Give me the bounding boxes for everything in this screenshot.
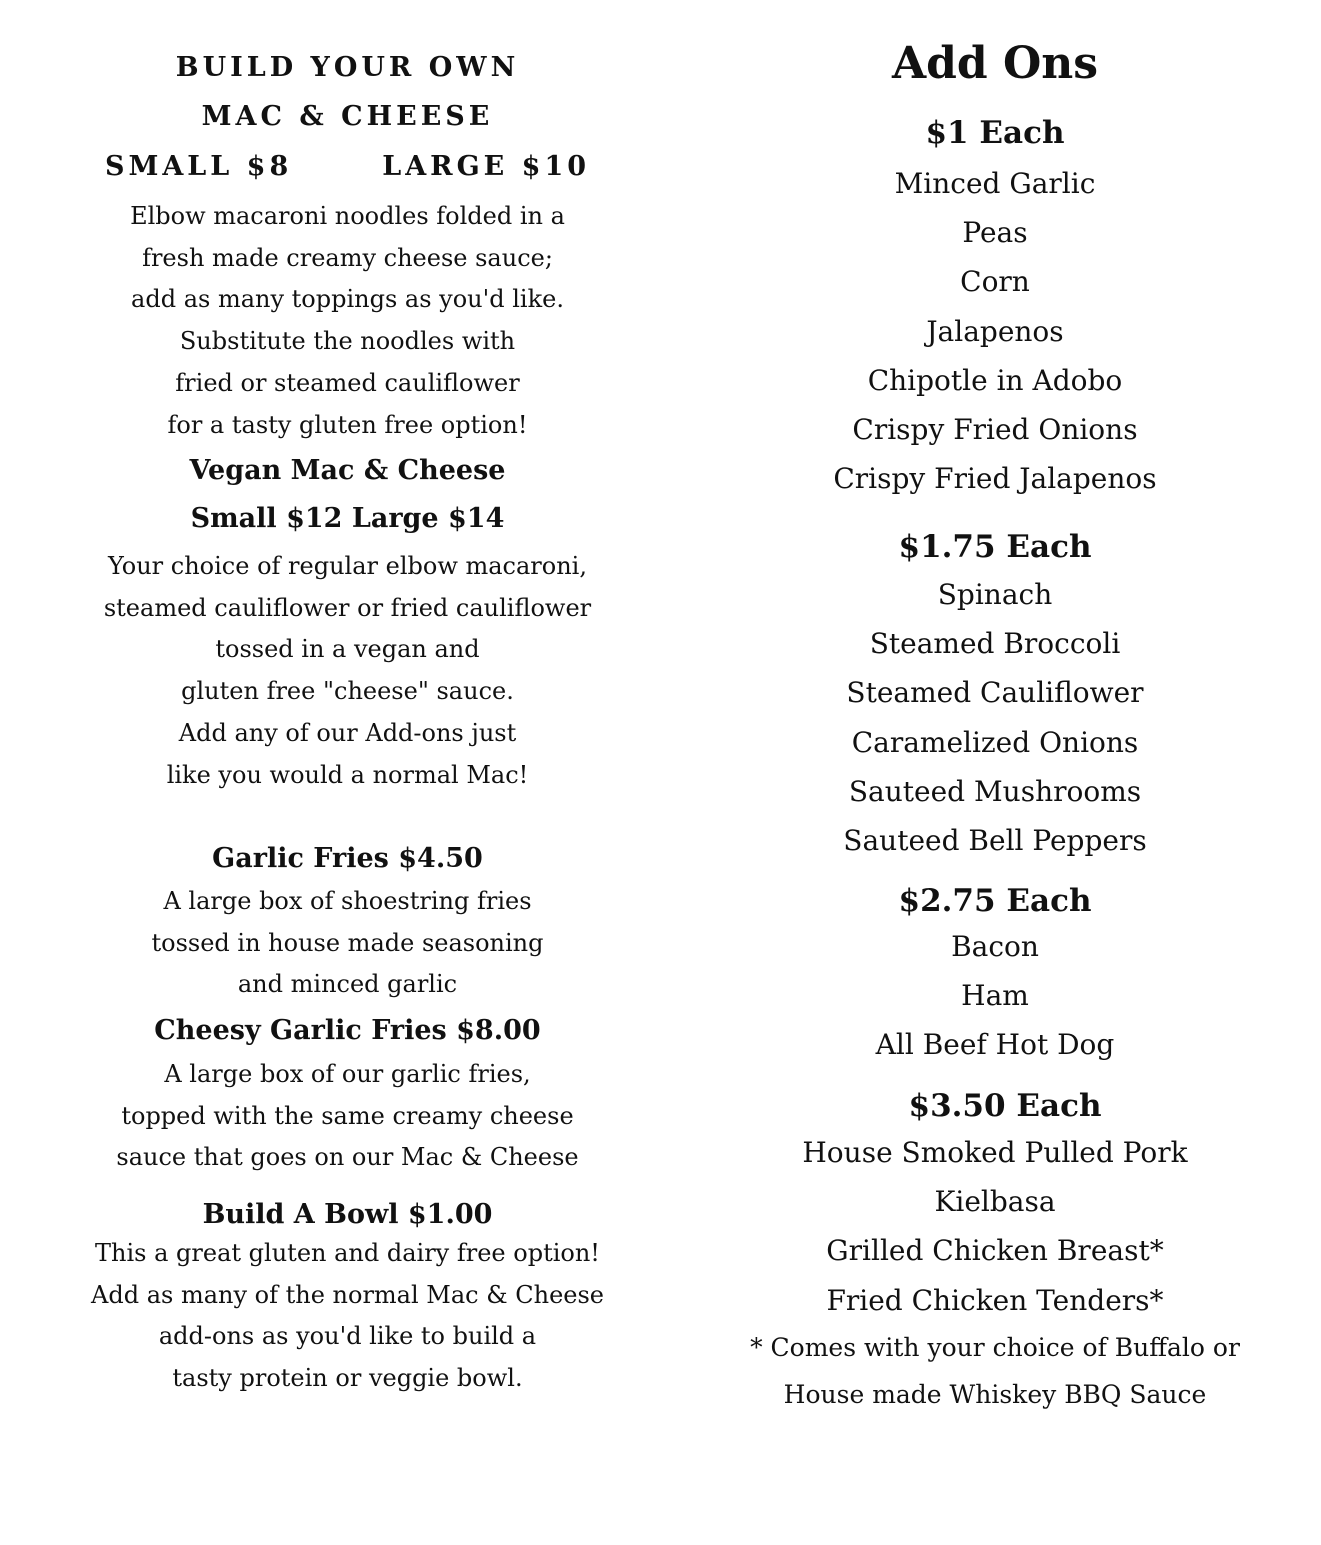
description-line: topped with the same creamy cheese xyxy=(121,1101,574,1130)
price-heading-3: $2.75 Each xyxy=(898,883,1092,919)
description-line: and minced garlic xyxy=(237,970,458,999)
addon-item: Kielbasa xyxy=(934,1185,1056,1219)
addon-item: Ham xyxy=(961,979,1029,1013)
addon-item: Sauteed Mushrooms xyxy=(848,774,1142,808)
bowl-description xyxy=(40,1233,655,1400)
description-line: for a tasty gluten free option! xyxy=(167,410,528,439)
description-line: A large box of shoestring fries xyxy=(163,887,532,915)
mac-size-prices xyxy=(40,151,655,182)
cheesy-fries-description xyxy=(40,1054,655,1179)
vegan-description xyxy=(40,546,655,796)
addon-item: Sauteed Bell Peppers xyxy=(843,823,1147,857)
vegan-prices: Small $12 Large $14 xyxy=(190,503,505,534)
description-line: This a great gluten and dairy free option! xyxy=(95,1239,600,1267)
addon-list-2 xyxy=(680,570,1310,865)
description-line: A large box of our garlic fries, xyxy=(164,1060,531,1088)
addon-item: Minced Garlic xyxy=(894,167,1096,200)
description-line: Add any of our Add-ons just xyxy=(178,718,517,747)
cheesy-fries-title: Cheesy Garlic Fries $8.00 xyxy=(154,1015,541,1046)
addon-item: Crispy Fried Onions xyxy=(852,412,1138,446)
description-line: Elbow macaroni noodles folded in a xyxy=(130,202,565,230)
mac-large-price: LARGE $10 xyxy=(382,151,591,182)
description-line: Add as many of the normal Mac & Cheese xyxy=(91,1280,604,1309)
footnote-line: House made Whiskey BBQ Sauce xyxy=(783,1380,1207,1409)
description-line: add-ons as you'd like to build a xyxy=(158,1322,537,1351)
description-line: gluten free "cheese" sauce. xyxy=(181,677,514,706)
description-line: Your choice of regular elbow macaroni, xyxy=(108,552,587,580)
description-line: add as many toppings as you'd like. xyxy=(131,285,564,314)
addon-item: Spinach xyxy=(937,578,1053,611)
description-line: fresh made creamy cheese sauce; xyxy=(142,243,553,272)
addon-item: All Beef Hot Dog xyxy=(875,1028,1115,1062)
mac-small-price: SMALL $8 xyxy=(104,151,293,182)
addon-item: Grilled Chicken Breast* xyxy=(826,1234,1164,1268)
addon-item: Steamed Cauliflower xyxy=(846,676,1144,710)
bowl-title: Build A Bowl $1.00 xyxy=(202,1199,493,1230)
addon-item: Fried Chicken Tenders* xyxy=(826,1283,1164,1317)
description-line: like you would a normal Mac! xyxy=(166,760,529,789)
addon-item: Peas xyxy=(962,216,1028,250)
price-heading-1: $1 Each xyxy=(925,115,1065,151)
addon-item: Crispy Fried Jalapenos xyxy=(833,462,1157,496)
addon-item: Chipotle in Adobo xyxy=(867,363,1123,397)
description-line: Substitute the noodles with xyxy=(179,327,516,356)
addon-list-4 xyxy=(680,1128,1310,1325)
garlic-fries-title: Garlic Fries $4.50 xyxy=(212,843,483,874)
garlic-fries-description xyxy=(40,881,655,1006)
description-line: tossed in a vegan and xyxy=(215,635,480,664)
addons-footnote xyxy=(680,1324,1310,1418)
description-line: sauce that goes on our Mac & Cheese xyxy=(116,1143,579,1172)
addon-item: Corn xyxy=(960,265,1030,299)
mac-heading-line1: BUILD YOUR OWN xyxy=(175,52,520,83)
addon-list-1 xyxy=(680,159,1310,503)
description-line: fried or steamed cauliflower xyxy=(175,368,520,397)
price-heading-2: $1.75 Each xyxy=(898,529,1092,565)
addon-item: Jalapenos xyxy=(926,314,1064,348)
footnote-line: * Comes with your choice of Buffalo or xyxy=(750,1333,1240,1362)
mac-description xyxy=(40,196,655,446)
price-heading-4: $3.50 Each xyxy=(908,1088,1102,1124)
addon-item: Steamed Broccoli xyxy=(869,627,1121,661)
description-line: tasty protein or veggie bowl. xyxy=(172,1364,523,1393)
addon-list-3 xyxy=(680,922,1310,1070)
vegan-title: Vegan Mac & Cheese xyxy=(189,455,506,486)
description-line: steamed cauliflower or fried cauliflower xyxy=(103,593,592,622)
addons-title: Add Ons xyxy=(891,38,1099,89)
description-line: tossed in house made seasoning xyxy=(151,928,544,957)
addon-item: House Smoked Pulled Pork xyxy=(802,1136,1188,1169)
addon-item: Caramelized Onions xyxy=(851,725,1139,759)
addon-item: Bacon xyxy=(951,930,1039,963)
mac-heading-line2: MAC & CHEESE xyxy=(201,101,494,132)
